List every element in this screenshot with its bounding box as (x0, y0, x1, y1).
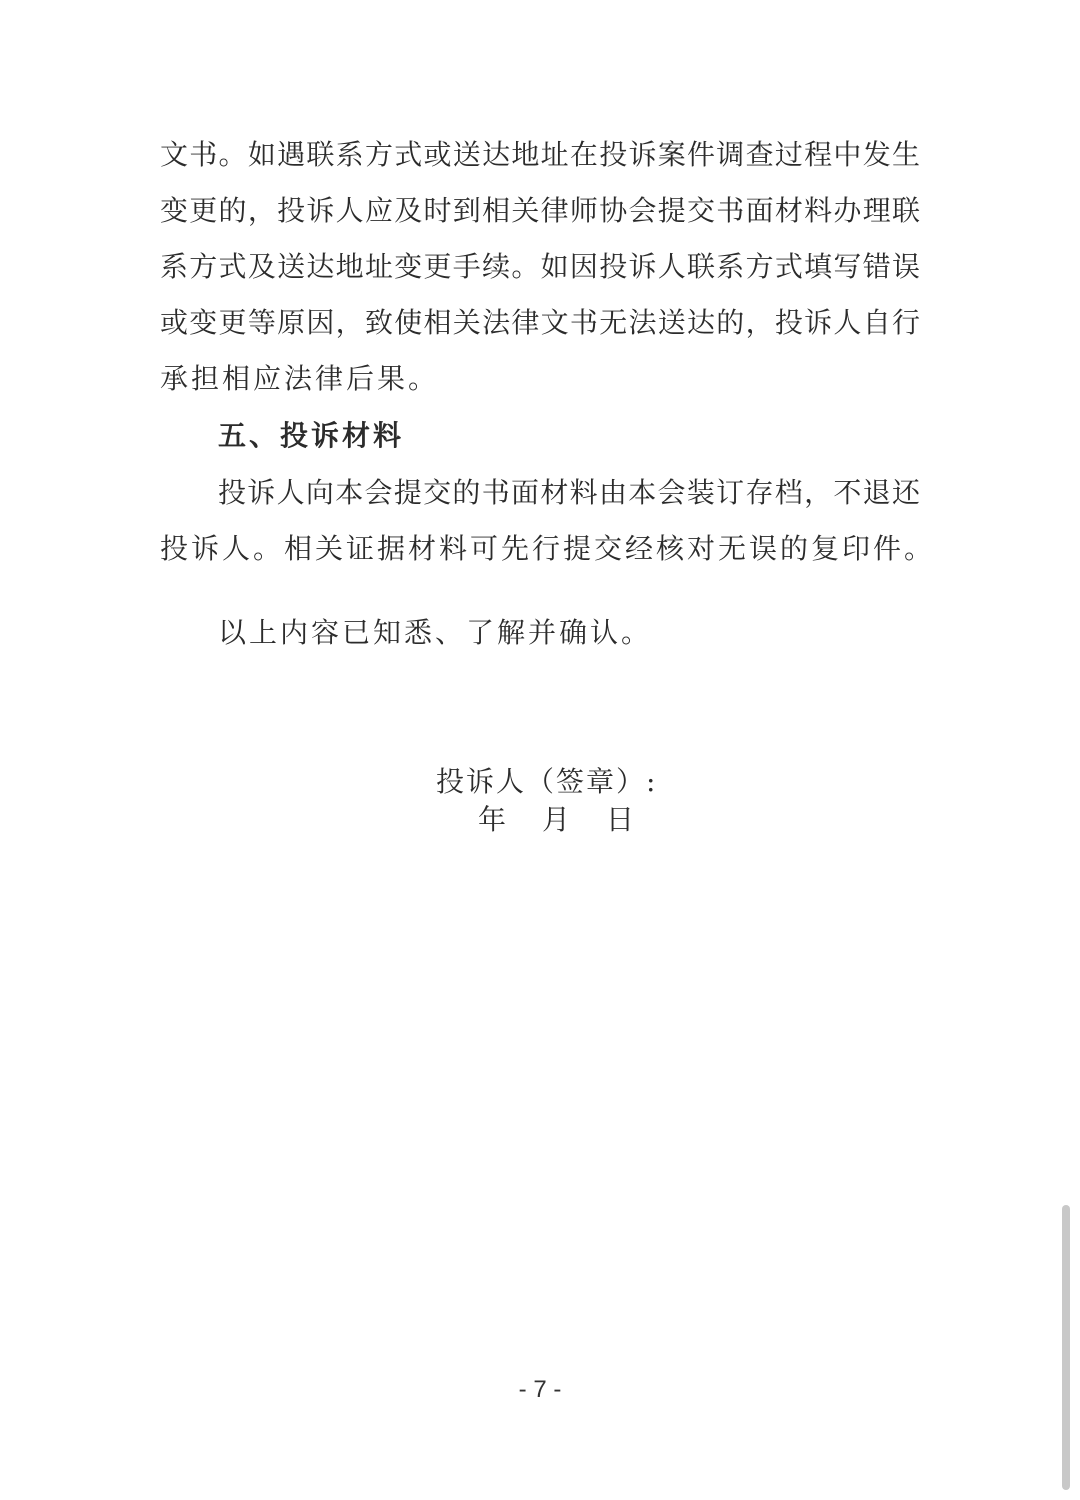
day-label: 日 (606, 803, 635, 836)
paragraph-2-line-1: 投诉人向本会提交的书面材料由本会装订存档，不退还 (218, 476, 920, 509)
paragraph-2-line-2: 投诉人。相关证据材料可先行提交经核对无误的复印件。 (160, 532, 936, 565)
page-number: - 7 - (518, 1376, 562, 1403)
date-line (478, 800, 634, 840)
paragraph-1-line-4: 或变更等原因，致使相关法律文书无法送达的，投诉人自行 (160, 306, 920, 339)
scrollbar[interactable] (1062, 1205, 1070, 1490)
paragraph-1-line-1: 文书。如遇联系方式或送达地址在投诉案件调查过程中发生 (160, 138, 920, 171)
paragraph-1-line-3: 系方式及送达地址变更手续。如因投诉人联系方式填写错误 (160, 250, 920, 283)
paragraph-1-line-2: 变更的，投诉人应及时到相关律师协会提交书面材料办理联 (160, 194, 920, 227)
signature-label: 投诉人（签章）: (436, 765, 658, 798)
month-label: 月 (542, 803, 571, 836)
confirmation-statement: 以上内容已知悉、了解并确认。 (218, 616, 653, 649)
paragraph-1-line-5: 承担相应法律后果。 (160, 362, 440, 395)
year-label: 年 (478, 803, 507, 836)
section-heading: 五、投诉材料 (218, 419, 405, 452)
